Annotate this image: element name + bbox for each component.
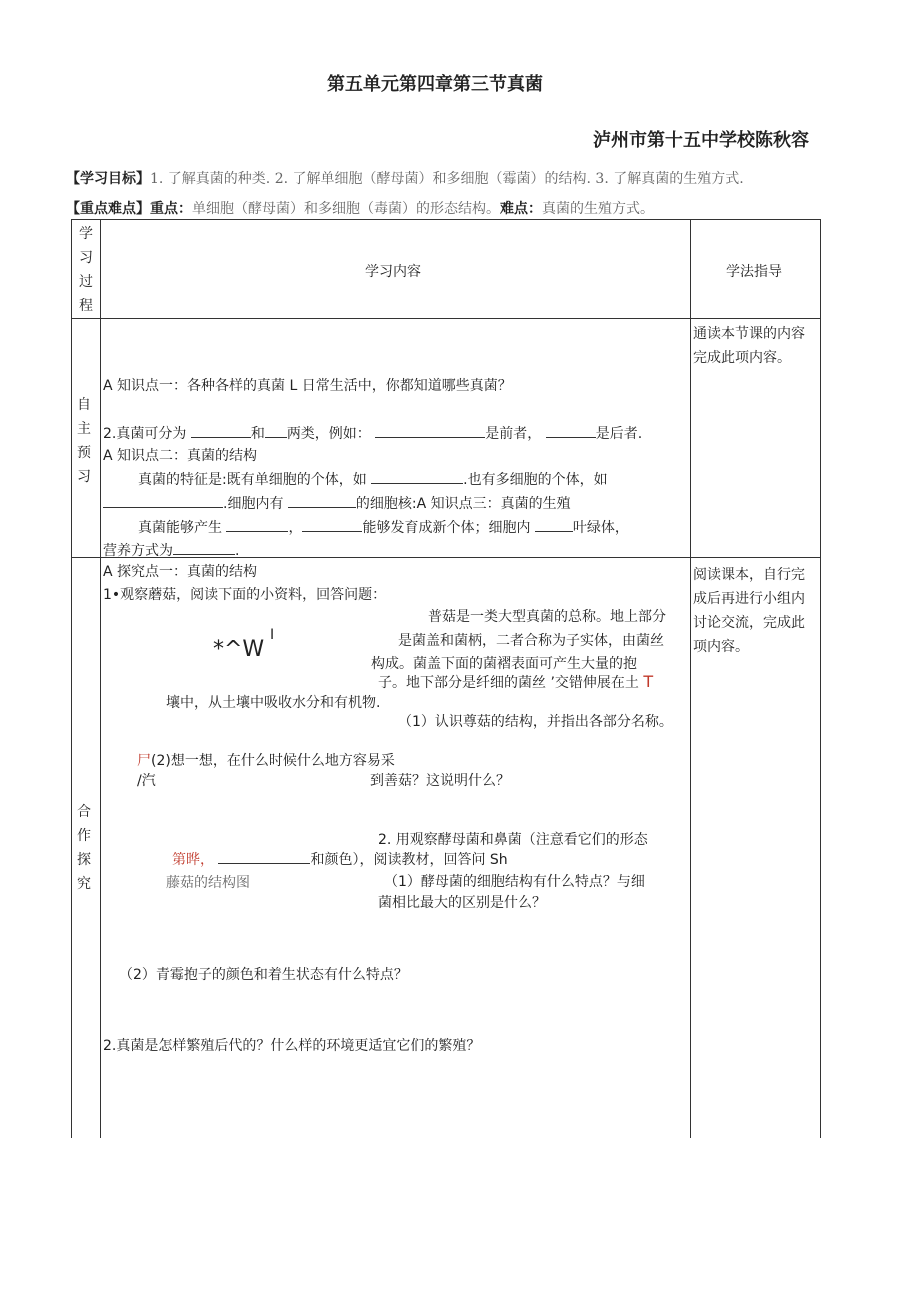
side-char: 合: [77, 804, 91, 820]
header-process-label: [72, 222, 100, 317]
fill-blank[interactable]: [288, 493, 356, 508]
text: 真菌的特征是:既有单细胞的个体，如: [138, 472, 367, 488]
question-4: 2.真菌是怎样繁殖后代的？什么样的环境更适宜它们的繁殖？: [103, 1038, 481, 1054]
header-char: 程: [79, 298, 93, 314]
fill-blank[interactable]: [226, 517, 288, 532]
explore-side-label: [74, 800, 94, 896]
diff-label: 难点：: [500, 201, 542, 217]
reading-p5: 壤中，从土壤中吸收水分和有机物.: [166, 695, 381, 711]
preview-line-3: A 知识点二：真菌的结构: [103, 448, 258, 464]
text: 真菌能够产生: [138, 520, 222, 536]
text: 是前者，: [485, 426, 542, 442]
fill-blank[interactable]: [218, 849, 310, 864]
text: .: [235, 543, 240, 559]
reading-p3: 构成。菌盖下面的菌褶表面可产生大量的抱: [371, 656, 637, 672]
fill-blank[interactable]: [302, 517, 362, 532]
text: 和: [250, 426, 265, 442]
text: .细胞内有: [223, 496, 284, 512]
text: ’交错伸展在土: [550, 675, 639, 691]
question-2b: 到善菇？这说明什么？: [370, 773, 510, 789]
header-char: 习: [79, 250, 93, 266]
guide-line: 完成此项内容。: [693, 350, 791, 366]
fill-blank[interactable]: [371, 469, 463, 484]
text: 2.真菌可分为: [103, 426, 187, 442]
question-1: （1）认识尊菇的结构，并指出各部分名称。: [398, 714, 673, 730]
red-mark: 尸: [137, 753, 151, 769]
reading-p4: [378, 672, 653, 692]
page-title: 第五单元第四章第三节真菌: [327, 74, 543, 95]
text: 营养方式为: [103, 543, 173, 559]
guide-line: 通读本节课的内容: [693, 326, 805, 342]
side-char: 探: [77, 852, 91, 868]
text: 子。地下部分是纤细的菌丝: [378, 675, 546, 691]
diff-text: 真菌的生殖方式。: [542, 201, 654, 217]
keypoints-line: [66, 198, 654, 218]
text: 和颜色），阅读教材，回答问 Sh: [310, 852, 508, 868]
text: 叶绿体，: [572, 520, 629, 536]
fill-blank[interactable]: [546, 423, 596, 438]
question-2: [137, 750, 395, 770]
figure-caption-1: [172, 849, 508, 869]
key-text: 单细胞（酵母菌）和多细胞（毒菌）的形态结构。: [192, 201, 500, 217]
red-mark: T: [643, 672, 654, 691]
fill-blank[interactable]: [191, 423, 251, 438]
preview-side-label: [74, 393, 94, 489]
fill-blank[interactable]: [375, 423, 485, 438]
side-char: 主: [77, 421, 91, 437]
text: 两类，例如：: [286, 426, 371, 442]
guide-line: 成后再进行小组内: [693, 591, 805, 607]
side-char: 作: [77, 828, 91, 844]
author-line: 泸州市第十五中学校陈秋容: [593, 130, 809, 151]
reading-p2: 是菌盖和菌柄，二者合称为子实体，由菌丝: [398, 633, 664, 649]
objectives-text: 1. 了解真菌的种类. 2. 了解单细胞（酵母菌）和多细胞（霉菌）的结构. 3. 了解真菌的生殖方式.: [150, 171, 744, 187]
guide-line: 阅读课本，自行完: [693, 567, 805, 583]
fill-blank[interactable]: [265, 423, 287, 438]
side-char: 自: [77, 397, 91, 413]
fill-blank[interactable]: [173, 540, 235, 555]
mushroom-image-mark: I: [270, 627, 275, 643]
text: .也有多细胞的个体，如: [463, 472, 608, 488]
header-char: 过: [79, 274, 93, 290]
preview-line-6: [138, 517, 629, 537]
preview-line-1: A 知识点一：各种各样的真菌 L 日常生活中，你都知道哪些真菌？: [103, 378, 512, 394]
explore-guide: [693, 563, 805, 659]
question-2-sub: /汽: [137, 773, 156, 789]
guide-line: 讨论交流，完成此: [693, 615, 805, 631]
yeast-q2: 菌相比最大的区别是什么？: [378, 895, 546, 911]
preview-line-7: [103, 540, 239, 560]
section-2-line: 2. 用观察酵母菌和鼻菌（注意看它们的形态: [378, 832, 648, 848]
fill-blank[interactable]: [535, 517, 573, 532]
text: 能够发育成新个体；细胞内: [362, 520, 531, 536]
objectives-line: [66, 168, 744, 188]
preview-line-4: [138, 469, 608, 489]
fill-blank[interactable]: [103, 493, 223, 508]
figure-caption-2: 藤菇的结构图: [166, 875, 250, 891]
key-label: 重点：: [150, 201, 192, 217]
header-guide: 学法指导: [726, 264, 782, 280]
preview-guide: [693, 322, 805, 370]
text: 的细胞核:A 知识点三：真菌的生殖: [355, 496, 571, 512]
question-3: （2）青霉抱子的颜色和着生状态有什么特点？: [119, 967, 408, 983]
guide-line: 项内容。: [693, 639, 749, 655]
side-char: 习: [77, 469, 91, 485]
explore-line-1: A 探究点一：真菌的结构: [103, 564, 258, 580]
mushroom-image-text: *^W: [213, 637, 265, 662]
yeast-q1: （1）酵母菌的细胞结构有什么特点？与细: [384, 874, 645, 890]
reading-p1: 普菇是一类大型真菌的总称。地上部分: [428, 609, 666, 625]
text: ，: [288, 520, 303, 536]
side-char: 究: [77, 876, 91, 892]
header-char: 学: [79, 226, 93, 242]
caption-red: 第晔，: [172, 852, 214, 868]
keypoints-label: 【重点难点】: [66, 201, 150, 217]
preview-line-2: [103, 423, 642, 443]
text: (2)想一想，在什么时候什么地方容易采: [151, 753, 395, 769]
side-char: 预: [77, 445, 91, 461]
explore-line-2: 1•观察蘑菇，阅读下面的小资料，回答问题：: [103, 587, 387, 603]
text: 是后者.: [595, 426, 643, 442]
objectives-label: 【学习目标】: [66, 171, 150, 187]
preview-line-5: [103, 493, 571, 513]
header-content: 学习内容: [365, 264, 421, 280]
